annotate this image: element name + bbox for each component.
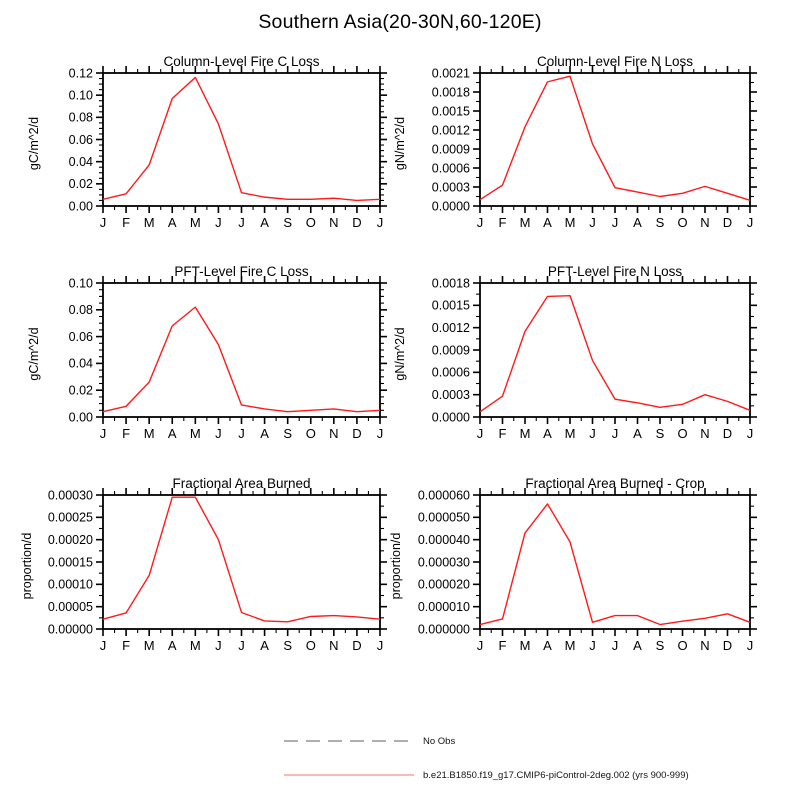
month-label: M (564, 638, 576, 653)
panel-frame (103, 495, 380, 629)
y-tick-label: 0.00005 (47, 599, 93, 614)
y-tick-label: 0.0018 (431, 85, 470, 100)
series-line (480, 504, 750, 625)
month-label: M (519, 638, 531, 653)
y-tick-label: 0.0018 (431, 276, 470, 291)
month-label: F (122, 638, 131, 653)
month-label: S (655, 638, 665, 653)
model-run-line-swatch (283, 769, 415, 781)
month-label: O (677, 638, 688, 653)
month-label: A (543, 638, 552, 653)
month-label: J (238, 215, 245, 230)
month-label: A (167, 426, 177, 441)
month-label: J (746, 638, 754, 653)
y-tick-label: 0.00030 (47, 488, 93, 503)
month-label: A (633, 426, 642, 441)
month-label: M (189, 426, 201, 441)
y-tick-label: 0.0015 (431, 298, 470, 313)
y-tick-label: 0.0009 (431, 142, 470, 157)
y-tick-label: 0.08 (68, 303, 93, 318)
month-label: J (611, 215, 619, 230)
month-label: J (215, 638, 222, 653)
month-label: O (305, 638, 316, 653)
month-label: A (633, 215, 642, 230)
y-tick-label: 0.08 (68, 110, 93, 125)
y-tick-label: 0.00025 (47, 510, 93, 525)
y-tick-label: 0.000030 (417, 555, 470, 570)
month-label: M (189, 638, 201, 653)
month-label: S (655, 215, 665, 230)
month-label: A (260, 426, 269, 441)
month-label: O (305, 215, 316, 230)
month-label: D (352, 638, 362, 653)
panel-title: Fractional Area Burned - Crop (525, 476, 705, 491)
month-label: M (519, 426, 531, 441)
month-label: J (99, 215, 107, 230)
month-label: N (700, 215, 710, 230)
y-tick-label: 0.0012 (431, 123, 470, 138)
month-label: M (143, 215, 155, 230)
y-tick-label: 0.000020 (417, 577, 470, 592)
y-tick-label: 0.00000 (47, 622, 93, 637)
month-label: N (700, 426, 710, 441)
month-label: J (611, 426, 619, 441)
y-tick-label: 0.00010 (47, 577, 93, 592)
y-tick-label: 0.00 (68, 410, 93, 425)
month-label: J (376, 426, 384, 441)
y-tick-label: 0.04 (68, 356, 93, 371)
y-axis-label: gN/m^2/d (393, 327, 407, 381)
month-label: J (746, 215, 754, 230)
month-label: J (238, 426, 245, 441)
month-label: S (283, 638, 293, 653)
y-tick-label: 0.02 (68, 383, 93, 398)
series-line (103, 77, 380, 200)
panel-frame (103, 73, 380, 206)
month-label: D (352, 426, 362, 441)
month-label: M (189, 215, 201, 230)
legend-item-model-run (283, 769, 689, 781)
y-tick-label: 0.0012 (431, 320, 470, 335)
month-label: S (655, 426, 665, 441)
month-label: J (476, 426, 484, 441)
month-label: D (722, 638, 733, 653)
month-label: D (722, 426, 733, 441)
panel-frame (480, 495, 750, 629)
month-label: M (564, 426, 576, 441)
y-tick-label: 0.0006 (431, 161, 470, 176)
y-axis-label: proportion/d (20, 532, 34, 600)
y-tick-label: 0.10 (68, 88, 93, 103)
y-tick-label: 0.0000 (431, 199, 470, 214)
month-label: S (283, 215, 293, 230)
y-tick-label: 0.0003 (431, 180, 470, 195)
y-tick-label: 0.000050 (417, 510, 470, 525)
y-axis-label: gC/m^2/d (27, 327, 41, 381)
month-label: A (260, 215, 269, 230)
month-label: A (543, 426, 552, 441)
month-label: A (543, 215, 552, 230)
y-tick-label: 0.10 (68, 276, 93, 291)
month-label: J (611, 638, 619, 653)
month-label: F (498, 426, 507, 441)
y-tick-label: 0.000060 (417, 488, 470, 503)
y-tick-label: 0.0000 (431, 410, 470, 425)
month-label: J (215, 215, 222, 230)
legend-item-no-obs (283, 735, 455, 747)
month-label: J (589, 638, 596, 653)
y-tick-label: 0.06 (68, 329, 93, 344)
month-label: A (167, 638, 177, 653)
month-label: M (143, 638, 155, 653)
y-tick-label: 0.000010 (417, 599, 470, 614)
month-label: F (498, 638, 507, 653)
month-label: N (700, 638, 710, 653)
y-tick-label: 0.02 (68, 177, 93, 192)
month-label: F (122, 426, 131, 441)
series-line (103, 497, 380, 622)
month-label: J (746, 426, 754, 441)
panel-title: PFT-Level Fire N Loss (547, 264, 683, 279)
legend-label-no-obs: No Obs (423, 735, 456, 747)
month-label: A (633, 638, 642, 653)
series-line (480, 76, 750, 200)
y-tick-label: 0.0015 (431, 104, 470, 119)
page-title: Southern Asia(20-30N,60-120E) (258, 11, 542, 33)
month-label: J (238, 638, 245, 653)
y-tick-label: 0.00015 (47, 555, 93, 570)
month-label: J (589, 426, 596, 441)
y-tick-label: 0.06 (68, 132, 93, 147)
y-tick-label: 0.0006 (431, 365, 470, 380)
month-label: O (305, 426, 316, 441)
month-label: N (329, 638, 339, 653)
month-label: F (498, 215, 507, 230)
y-tick-label: 0.00 (68, 199, 93, 214)
y-axis-label: gN/m^2/d (393, 116, 407, 171)
panel-frame (480, 283, 750, 417)
panel-title: Column-Level Fire N Loss (536, 54, 694, 69)
month-label: N (329, 215, 339, 230)
month-label: J (476, 215, 484, 230)
no-obs-line-swatch (283, 735, 415, 747)
month-label: O (677, 215, 688, 230)
month-label: S (283, 426, 293, 441)
month-label: J (99, 638, 107, 653)
panel-frame (103, 283, 380, 417)
series-line (480, 296, 750, 412)
y-tick-label: 0.000000 (417, 622, 470, 637)
month-label: M (519, 215, 531, 230)
month-label: O (677, 426, 688, 441)
month-label: J (476, 638, 484, 653)
y-tick-label: 0.0009 (431, 343, 470, 358)
month-label: J (589, 215, 596, 230)
y-tick-label: 0.00020 (47, 532, 93, 547)
panel-title: PFT-Level Fire C Loss (174, 264, 309, 279)
month-label: A (167, 215, 177, 230)
month-label: N (329, 426, 339, 441)
month-label: D (722, 215, 733, 230)
y-tick-label: 0.0003 (431, 387, 470, 402)
y-axis-label: gC/m^2/d (27, 116, 41, 171)
month-label: D (352, 215, 362, 230)
series-line (103, 307, 380, 412)
month-label: M (143, 426, 155, 441)
panel-title: Column-Level Fire C Loss (163, 54, 320, 69)
y-axis-label: proportion/d (389, 532, 403, 600)
month-label: F (122, 215, 131, 230)
y-tick-label: 0.000040 (417, 532, 470, 547)
legend-label-model-run: b.e21.B1850.f19_g17.CMIP6-piControl-2deg.002 (yrs 900-999) (423, 769, 689, 781)
panel-title: Fractional Area Burned (172, 476, 311, 491)
y-tick-label: 0.04 (68, 154, 93, 169)
month-label: M (564, 215, 576, 230)
month-label: J (99, 426, 107, 441)
month-label: J (376, 638, 384, 653)
month-label: J (376, 215, 384, 230)
month-label: A (260, 638, 269, 653)
y-tick-label: 0.0021 (431, 66, 470, 81)
month-label: J (215, 426, 222, 441)
y-tick-label: 0.12 (68, 66, 93, 81)
